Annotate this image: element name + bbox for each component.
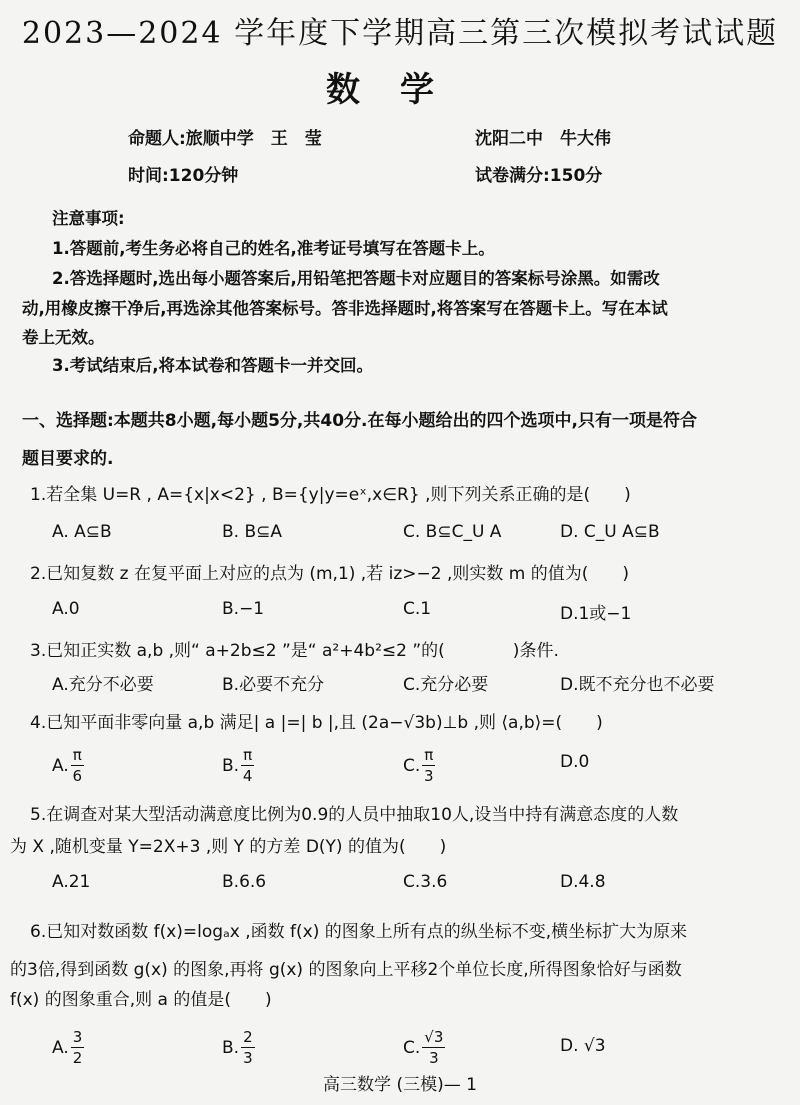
exam-title: 2023—2024 学年度下学期高三第三次模拟考试试题 — [21, 16, 779, 51]
question-3-option-c: C.充分必要 — [403, 675, 489, 695]
question-4-option-a — [52, 748, 84, 784]
exam-full-score: 试卷满分:150分 — [475, 166, 603, 186]
fraction: $\frac{\pi}{6}$ — [72, 746, 83, 785]
fraction: $\frac{\pi}{4}$ — [242, 746, 253, 785]
note-item-2-line1: 2.答选择题时,选出每小题答案后,用铅笔把答题卡对应题目的答案标号涂黑。如需改 — [52, 269, 660, 288]
option-letter: C. — [403, 756, 421, 776]
notes-heading: 注意事项: — [52, 209, 125, 228]
question-3-option-d: D.既不充分也不必要 — [560, 675, 715, 695]
question-5-stem-line1: 5.在调查对某大型活动满意度比例为0.9的人员中抽取10人,设当中持有满意态度的人数 — [30, 805, 679, 825]
question-1-option-a: A. A⊆B — [52, 522, 112, 542]
question-6-option-b — [222, 1030, 255, 1066]
subject-title: 数学 — [326, 70, 474, 110]
author-secondary: 沈阳二中 牛大伟 — [475, 129, 611, 149]
option-letter: C. — [403, 1038, 421, 1058]
question-2-option-d: D.1或−1 — [560, 604, 632, 624]
section-heading-line1: 一、选择题:本题共8小题,每小题5分,共40分.在每小题给出的四个选项中,只有一项是符合 — [22, 411, 697, 431]
note-item-2-line3: 卷上无效。 — [22, 328, 105, 347]
question-6-stem-line1: 6.已知对数函数 f(x)=logₐx ,函数 f(x) 的图象上所有点的纵坐标不变,横坐标扩大为原来 — [30, 922, 688, 942]
fraction: $\frac{2}{3}$ — [243, 1028, 253, 1067]
question-6-stem-line3: f(x) 的图象重合,则 a 的值是( ) — [10, 990, 272, 1010]
question-4-option-d: D.0 — [560, 752, 590, 772]
note-item-3: 3.考试结束后,将本试卷和答题卡一并交回。 — [52, 356, 374, 375]
question-5-option-a: A.21 — [52, 872, 91, 892]
question-2-option-a: A.0 — [52, 599, 80, 619]
question-2-option-c: C.1 — [403, 599, 432, 619]
question-5-option-d: D.4.8 — [560, 872, 606, 892]
question-4-option-b — [222, 748, 254, 784]
question-2-stem: 2.已知复数 z 在复平面上对应的点为 (m,1) ,若 iz>−2 ,则实数 m 的值为( ) — [30, 564, 629, 584]
option-letter: A. — [52, 756, 69, 776]
fraction: $\frac{3}{2}$ — [72, 1028, 83, 1067]
question-3-option-b: B.必要不充分 — [222, 675, 325, 695]
question-3-stem: 3.已知正实数 a,b ,则“ a+2b≤2 ”是“ a²+4b²≤2 ”的( )条件. — [30, 641, 559, 661]
question-4-option-c — [403, 748, 435, 784]
author-primary: 命题人:旅顺中学 王 莹 — [128, 129, 322, 149]
note-item-2-line2: 动,用橡皮擦干净后,再选涂其他答案标号。答非选择题时,将答案写在答题卡上。写在本试 — [22, 299, 668, 318]
question-1-option-d: D. C_U A⊆B — [560, 522, 660, 542]
question-1-option-b: B. B⊆A — [222, 522, 283, 542]
question-6-option-a — [52, 1030, 84, 1066]
page-footer: 高三数学 (三模)— 1 — [323, 1075, 477, 1095]
section-heading-line2: 题目要求的. — [22, 449, 114, 469]
exam-time: 时间:120分钟 — [128, 166, 239, 186]
question-6-option-c — [403, 1030, 445, 1066]
fraction: $\frac{\pi}{3}$ — [424, 746, 434, 785]
question-5-stem-line2: 为 X ,随机变量 Y=2X+3 ,则 Y 的方差 D(Y) 的值为( ) — [10, 837, 447, 857]
question-2-option-b: B.−1 — [222, 599, 265, 619]
question-1-stem: 1.若全集 U=R , A={x|x<2} , B={y|y=eˣ,x∈R} ,则下列关系正确的是( ) — [30, 485, 631, 505]
question-6-stem-line2: 的3倍,得到函数 g(x) 的图象,再将 g(x) 的图象向上平移2个单位长度,所得图象恰好与函数 — [10, 960, 682, 980]
question-5-option-b: B.6.6 — [222, 872, 267, 892]
option-letter: B. — [222, 1038, 240, 1058]
option-letter: A. — [52, 1038, 69, 1058]
question-4-stem: 4.已知平面非零向量 a,b 满足| a |=| b |,且 (2a−√3b)⊥b ,则 ⟨a,b⟩=( ) — [30, 713, 603, 733]
option-letter: B. — [222, 756, 240, 776]
question-5-option-c: C.3.6 — [403, 872, 448, 892]
fraction: $\frac{√3}{3}$ — [424, 1028, 444, 1067]
question-3-option-a: A.充分不必要 — [52, 675, 154, 695]
question-1-option-c: C. B⊆C_U A — [403, 522, 502, 542]
question-6-option-d: D. √3 — [560, 1036, 606, 1056]
note-item-1: 1.答题前,考生务必将自己的姓名,准考证号填写在答题卡上。 — [52, 239, 495, 258]
